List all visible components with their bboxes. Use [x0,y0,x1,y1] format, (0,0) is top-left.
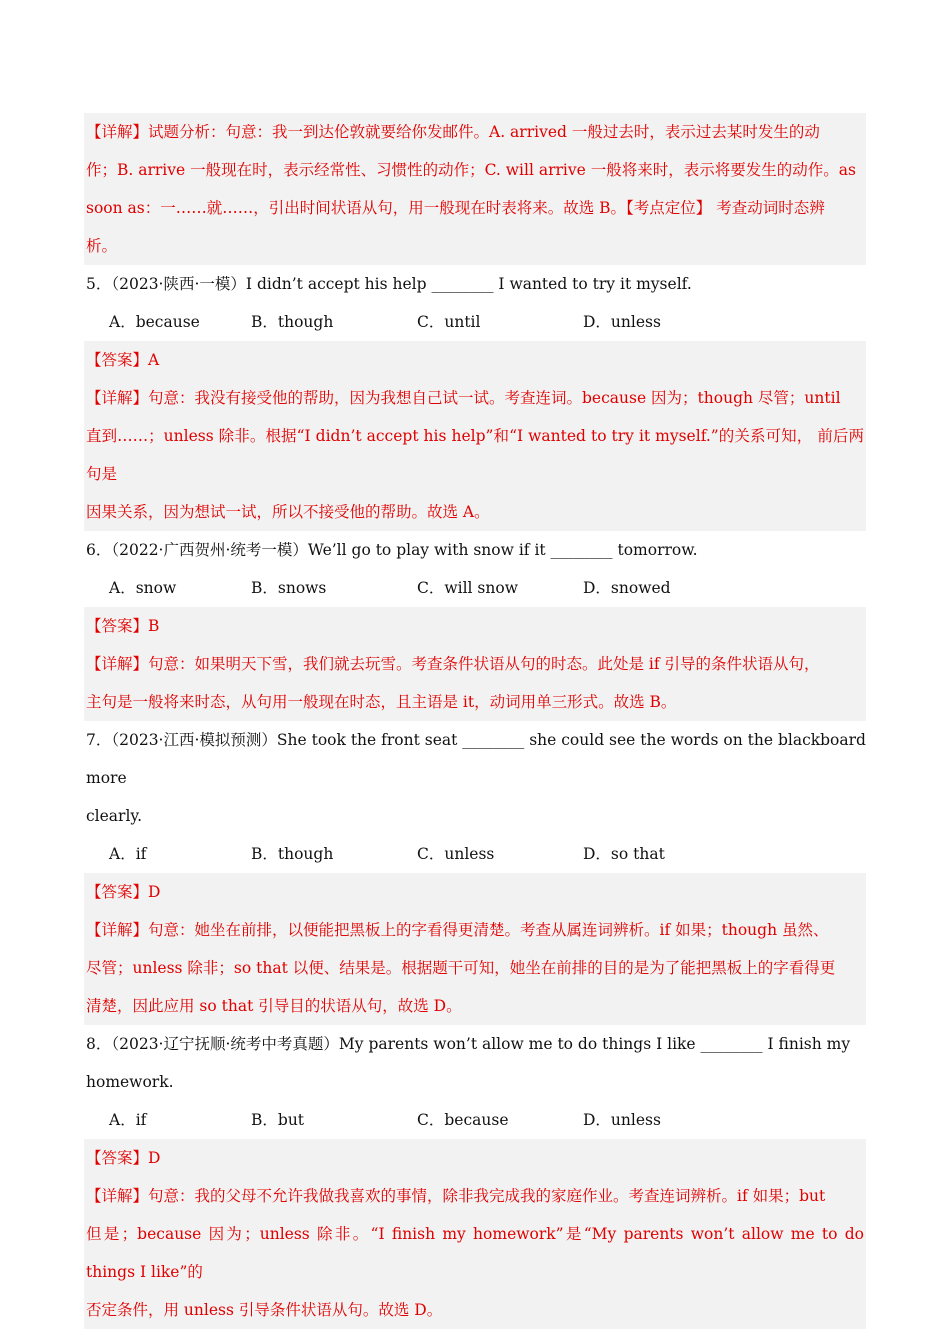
answer-block [84,607,866,721]
question-8 [84,1025,866,1329]
options-row [84,303,866,341]
explanation-line: 清楚，因此应用 so that 引导目的状语从句，故选 D。 [86,997,462,1015]
explanation-line: 【详解】句意：她坐在前排，以便能把黑板上的字看得更清楚。考查从属连词辨析。if 如果；though 虽然、 [86,921,829,939]
option-d: D．unless [583,313,661,331]
options-row [84,835,866,873]
option-d: D．unless [583,1111,661,1129]
explanation-line: 【详解】试题分析：句意：我一到达伦敦就要给你发邮件。A. arrived 一般过去时，表示过去某时发生的动 [86,123,820,141]
option-a: A．snow [109,579,177,597]
options-row [84,1101,866,1139]
explanation-line: 因果关系，因为想试一试，所以不接受他的帮助。故选 A。 [86,503,490,521]
question-stem: 7．（2023·江西·模拟预测）She took the front seat ________ she could see the words on the blackboard more [86,731,866,787]
explanation-line: 【详解】句意：我没有接受他的帮助，因为我想自己试一试。考查连词。because 因为；though 尽管；until [86,389,841,407]
option-a: A．because [109,313,200,331]
option-b: B．though [251,845,334,863]
explanation-line: 主句是一般将来时态，从句用一般现在时态，且主语是 it，动词用单三形式。故选 B。 [86,693,677,711]
option-b: B．snows [251,579,327,597]
explanation-line: 析。 [86,237,118,255]
question-stem-continued: homework. [86,1073,174,1091]
explanation-line: 【详解】句意：如果明天下雪，我们就去玩雪。考查条件状语从句的时态。此处是 if 引导的条件状语从句， [86,655,820,673]
option-b: B．though [251,313,334,331]
question-6 [84,531,866,721]
question-5 [84,265,866,531]
answer-line: 【答案】D [86,883,161,901]
option-c: C．until [417,313,481,331]
answer-block [84,341,866,531]
answer-line: 【答案】D [86,1149,161,1167]
option-b: B．but [251,1111,305,1129]
options-row [84,569,866,607]
option-c: C．unless [417,845,495,863]
answer-line: 【答案】A [86,351,160,369]
explanation-block-4 [84,113,866,265]
explanation-line: 直到……；unless 除非。根据“I didn’t accept his help”和“I wanted to try it myself.”的关系可知， 前后两句是 [86,427,864,483]
explanation-line: 但是；because 因为；unless 除非。“I finish my homework”是“My parents won’t allow me to do things I like”的 [86,1225,864,1281]
question-stem-continued: clearly. [86,807,143,825]
question-7 [84,721,866,1025]
explanation-line: 尽管；unless 除非；so that 以便、结果是。根据题干可知，她坐在前排的目的是为了能把黑板上的字看得更 [86,959,836,977]
explanation-line: 【详解】句意：我的父母不允许我做我喜欢的事情，除非我完成我的家庭作业。考查连词辨析。if 如果；but [86,1187,826,1205]
option-a: A．if [109,845,147,863]
option-c: C．because [417,1111,509,1129]
option-a: A．if [109,1111,147,1129]
option-d: D．so that [583,845,665,863]
explanation-line: soon as：一……就……，引出时间状语从句，用一般现在时表将来。故选 B。【考点定位】 考查动词时态辨 [86,199,825,217]
answer-block [84,1139,866,1329]
document-page [84,113,866,1329]
question-stem: 8．（2023·辽宁抚顺·统考中考真题）My parents won’t allow me to do things I like ________ I finish my [86,1035,851,1053]
question-stem: 6．（2022·广西贺州·统考一模）We’ll go to play with snow if it ________ tomorrow. [86,541,698,559]
answer-line: 【答案】B [86,617,160,635]
option-c: C．will snow [417,579,518,597]
answer-block [84,873,866,1025]
question-stem: 5．（2023·陕西·一模）I didn’t accept his help ________ I wanted to try it myself. [86,275,692,293]
explanation-line: 否定条件，用 unless 引导条件状语从句。故选 D。 [86,1301,443,1319]
option-d: D．snowed [583,579,671,597]
explanation-line: 作；B. arrive 一般现在时，表示经常性、习惯性的动作；C. will arrive 一般将来时，表示将要发生的动作。as [86,161,856,179]
